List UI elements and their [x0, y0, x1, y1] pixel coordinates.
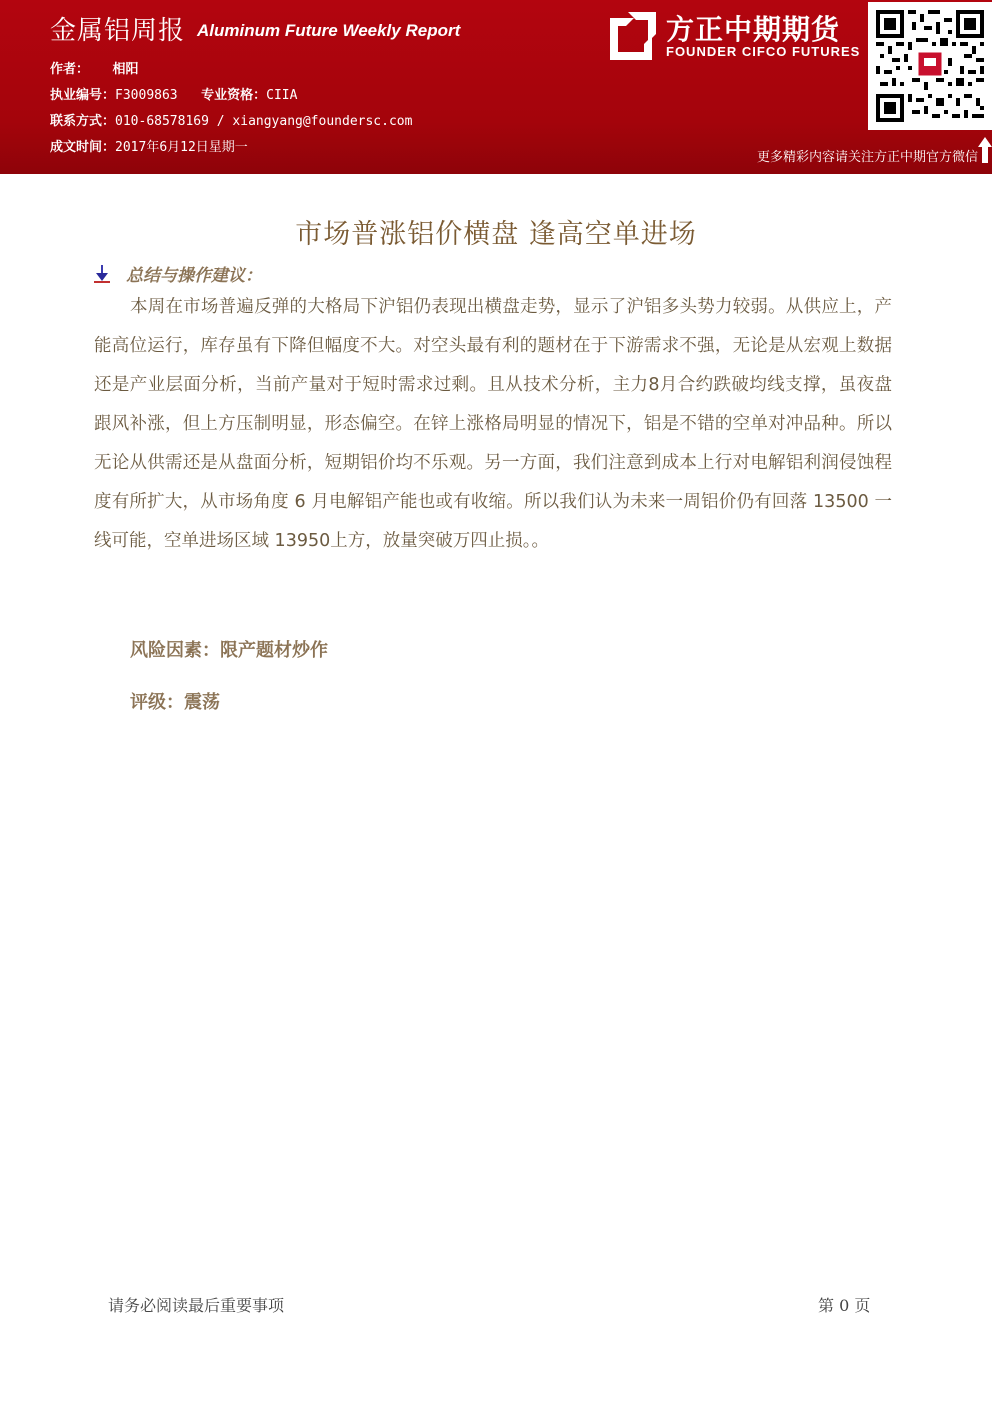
company-brand [608, 10, 864, 66]
contact-value[interactable]: 010-68578169 / xiangyang@foundersc.com [115, 114, 413, 129]
page-number: 第 0 页 [818, 1296, 871, 1315]
license-label: 执业编号： [50, 88, 116, 103]
wechat-qr-code [868, 2, 992, 130]
footer-notice: 请务必阅读最后重要事项 [108, 1296, 285, 1315]
date-label: 成文时间： [50, 140, 116, 155]
section-heading-text: 总结与操作建议： [126, 266, 262, 286]
up-arrow-icon [978, 137, 992, 163]
qualification-value: CIIA [266, 88, 298, 103]
contact-line [50, 110, 412, 129]
author-line [50, 58, 139, 77]
license-value: F3009863 [115, 88, 178, 103]
risk-factors: 风险因素：限产题材炒作 [130, 640, 328, 661]
rating: 评级：震荡 [130, 692, 220, 713]
founder-logo-icon [608, 12, 658, 60]
report-title [50, 10, 460, 47]
section-heading [94, 261, 262, 286]
brand-name-en: FOUNDER CIFCO FUTURES [666, 44, 861, 59]
contact-label: 联系方式： [50, 114, 116, 129]
report-header [0, 0, 992, 174]
qr-code-icon [876, 10, 984, 122]
date-value: 2017年6月12日星期一 [115, 140, 248, 155]
wechat-follow-note: 更多精彩内容请关注方正中期官方微信 [756, 150, 978, 165]
author-name: 相阳 [112, 62, 139, 77]
report-title-cn: 金属铝周报 [50, 16, 186, 46]
date-line [50, 136, 248, 155]
summary-paragraph: 本周在市场普遍反弹的大格局下沪铝仍表现出横盘走势，显示了沪铝多头势力较弱。从供应上，产能高位运行，库存虽有下降但幅度不大。对空头最有利的题材在于下游需求不强，无论是从宏观上数据还是产业层面分析，当前产量对于短时需求过剩。且从技术分析，主力8月合约跌破均线支撑，虽夜盘跟风补涨，但上方压制明显，形态偏空。在锌上涨格局明显的情况下，铝是不错的空单对冲品种。所以无论从供需还是从盘面分析，短期铝价均不乐观。另一方面，我们注意到成本上行对电解铝利润侵蚀程度有所扩大，从市场角度 6 月电解铝产能也或有收缩。所以我们认为未来一周铝价仍有回落 13500 一线可能，空单进场区域 13950上方，放量突破万四止损。。 [94, 297, 892, 551]
report-title-en: Aluminum Future Weekly Report [197, 21, 461, 40]
arrow-bullet-icon [94, 265, 110, 283]
article-title: 市场普涨铝价横盘 逢高空单进场 [295, 219, 697, 250]
qualification-label: 专业资格： [201, 88, 267, 103]
author-label: 作者： [50, 62, 90, 77]
brand-name-cn: 方正中期期货 [666, 13, 841, 46]
license-line [50, 84, 297, 103]
